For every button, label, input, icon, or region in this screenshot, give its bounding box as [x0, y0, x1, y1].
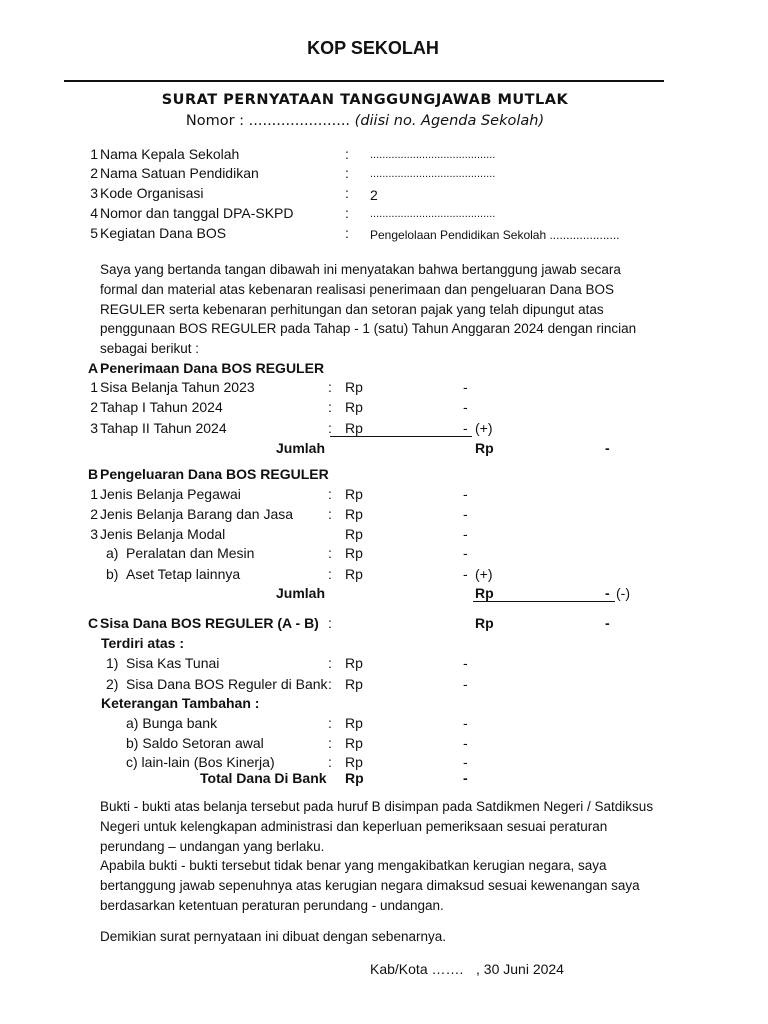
jumlah-value: -	[605, 585, 610, 601]
item-currency: Rp	[345, 420, 363, 436]
item-label: Tahap II Tahun 2024	[100, 420, 227, 436]
item-currency: Rp	[345, 754, 363, 770]
document-title: SURAT PERNYATAAN TANGGUNGJAWAB MUTLAK	[161, 92, 569, 108]
item-value: -	[463, 735, 468, 751]
kop-sekolah: KOP SEKOLAH	[307, 38, 439, 58]
item-value: -	[463, 486, 468, 502]
sub-item-num: a)	[106, 545, 119, 561]
nomor-label: Nomor : ......................	[185, 113, 351, 129]
item-num: 2)	[106, 676, 119, 692]
item-value: -	[463, 420, 468, 436]
item-value: -	[463, 676, 468, 692]
item-label: Sisa Belanja Tahun 2023	[100, 379, 255, 395]
identity-value: Pengelolaan Pendidikan Sekolah .....................	[370, 228, 620, 242]
item-value: -	[463, 754, 468, 770]
item-value: -	[463, 715, 468, 731]
item-colon: :	[328, 420, 332, 436]
item-currency: Rp	[345, 676, 363, 692]
jumlah-currency: Rp	[475, 440, 494, 456]
identity-num: 1	[90, 146, 98, 162]
item-num: 2	[90, 399, 98, 415]
item-colon: :	[328, 399, 332, 415]
nomor-note: (diisi no. Agenda Sekolah)	[354, 113, 545, 129]
item-value: -	[463, 566, 468, 582]
item-num: 3	[90, 526, 98, 542]
identity-colon: :	[345, 146, 349, 162]
closing-paragraph-2: Apabila bukti - bukti tersebut tidak benar yang mengakibatkan kerugian negara, saya bertanggung jawab sepenuhnya atas kerugian negara dimaksud sesuai kewenangan saya berdasarkan ketentuan peraturan perundang - undangan.	[100, 858, 640, 913]
closing-paragraph-3: Demikian surat pernyataan ini dibuat dengan sebenarnya.	[100, 929, 446, 944]
item-currency: Rp	[345, 655, 363, 671]
item-currency: Rp	[345, 379, 363, 395]
section-letter: A	[88, 360, 99, 376]
identity-value: .........................................	[370, 149, 496, 161]
section-letter: B	[88, 466, 99, 482]
item-value: -	[463, 379, 468, 395]
item-num: 2	[90, 506, 98, 522]
sum-underline	[330, 436, 472, 437]
identity-value: 2	[370, 187, 378, 203]
sisa-value: -	[605, 615, 610, 631]
section-title: Penerimaan Dana BOS REGULER	[100, 360, 325, 376]
total-label: Total Dana Di Bank	[200, 770, 327, 786]
section-title: Sisa Dana BOS REGULER (A - B)	[100, 615, 319, 631]
extra-label: a) Bunga bank	[126, 715, 218, 731]
section-letter: C	[88, 615, 99, 631]
item-colon: :	[328, 379, 332, 395]
jumlah-value: -	[605, 440, 610, 456]
extra-label: c) lain-lain (Bos Kinerja)	[126, 754, 275, 770]
item-colon: :	[328, 754, 332, 770]
identity-num: 5	[90, 225, 98, 241]
item-num: 1	[90, 379, 98, 395]
item-label: Tahap I Tahun 2024	[100, 399, 223, 415]
identity-label: Nama Kepala Sekolah	[100, 146, 240, 162]
section-title: Pengeluaran Dana BOS REGULER	[100, 466, 329, 482]
item-label: Jenis Belanja Pegawai	[100, 486, 241, 502]
sum-underline	[473, 601, 615, 602]
closing-paragraph-1: Bukti - bukti atas belanja tersebut pada huruf B disimpan pada Satdikmen Negeri / Satdiksus Negeri untuk kelengkapan administrasi dan keperluan pemeriksaan sesuai peraturan perundang – undangan yang berlaku.	[100, 799, 654, 854]
item-colon: :	[328, 615, 332, 631]
item-label: Sisa Kas Tunai	[126, 655, 220, 671]
item-num: 3	[90, 420, 98, 436]
identity-colon: :	[345, 225, 349, 241]
item-currency: Rp	[345, 735, 363, 751]
item-value: -	[463, 506, 468, 522]
signature-date: , 30 Juni 2024	[476, 961, 564, 977]
item-currency: Rp	[345, 506, 363, 522]
item-colon: :	[328, 486, 332, 502]
identity-label: Nama Satuan Pendidikan	[100, 165, 259, 181]
identity-label: Nomor dan tanggal DPA-SKPD	[100, 205, 294, 221]
item-colon: :	[328, 545, 332, 561]
total-currency: Rp	[345, 770, 364, 786]
minus-sign: (-)	[616, 585, 630, 601]
item-num: 1)	[106, 655, 119, 671]
document-number	[0, 113, 730, 129]
extra-label: b) Saldo Setoran awal	[126, 735, 264, 751]
item-label: Jenis Belanja Modal	[100, 526, 226, 542]
identity-value: .........................................	[370, 208, 496, 220]
keterangan-label: Keterangan Tambahan :	[101, 695, 260, 711]
item-colon: :	[328, 566, 332, 582]
jumlah-currency: Rp	[475, 585, 494, 601]
item-colon: :	[328, 735, 332, 751]
item-currency: Rp	[345, 526, 363, 542]
item-colon: :	[328, 506, 332, 522]
identity-num: 3	[90, 185, 98, 201]
plus-sign: (+)	[475, 566, 493, 582]
item-value: -	[463, 655, 468, 671]
identity-colon: :	[345, 185, 349, 201]
item-value: -	[463, 526, 468, 542]
item-currency: Rp	[345, 545, 363, 561]
total-value: -	[463, 770, 468, 786]
item-value: -	[463, 399, 468, 415]
terdiri-label: Terdiri atas :	[101, 635, 184, 651]
jumlah-label: Jumlah	[276, 585, 326, 601]
identity-label: Kegiatan Dana BOS	[100, 225, 227, 241]
item-value: -	[463, 545, 468, 561]
sub-item-num: b)	[106, 566, 119, 582]
item-label: Sisa Dana BOS Reguler di Bank	[126, 676, 328, 692]
identity-num: 2	[90, 165, 98, 181]
identity-colon: :	[345, 205, 349, 221]
plus-sign: (+)	[475, 420, 493, 436]
identity-value: .........................................	[370, 168, 496, 180]
sub-item-label: Peralatan dan Mesin	[126, 545, 255, 561]
jumlah-label: Jumlah	[276, 440, 326, 456]
item-currency: Rp	[345, 399, 363, 415]
item-num: 1	[90, 486, 98, 502]
intro-paragraph: Saya yang bertanda tangan dibawah ini menyatakan bahwa bertanggung jawab secara formal dan material atas kebenaran realisasi penerimaan dan pengeluaran Dana BOS REGULER serta kebenaran perhitungan dan setoran pajak yang telah dipungut atas penggunaan BOS REGULER pada Tahap - 1 (satu) Tahun Anggaran 2024 dengan rincian sebagai berikut :	[100, 262, 637, 357]
item-colon: :	[328, 715, 332, 731]
identity-colon: :	[345, 165, 349, 181]
identity-label: Kode Organisasi	[100, 185, 204, 201]
sub-item-label: Aset Tetap lainnya	[126, 566, 241, 582]
item-currency: Rp	[345, 486, 363, 502]
signature-place: Kab/Kota …….	[370, 961, 464, 977]
identity-num: 4	[90, 205, 98, 221]
header-rule	[64, 80, 664, 82]
item-colon: :	[328, 676, 332, 692]
item-currency: Rp	[345, 566, 363, 582]
sisa-currency: Rp	[475, 615, 494, 631]
item-currency: Rp	[345, 715, 363, 731]
item-colon: :	[328, 655, 332, 671]
item-label: Jenis Belanja Barang dan Jasa	[100, 506, 294, 522]
